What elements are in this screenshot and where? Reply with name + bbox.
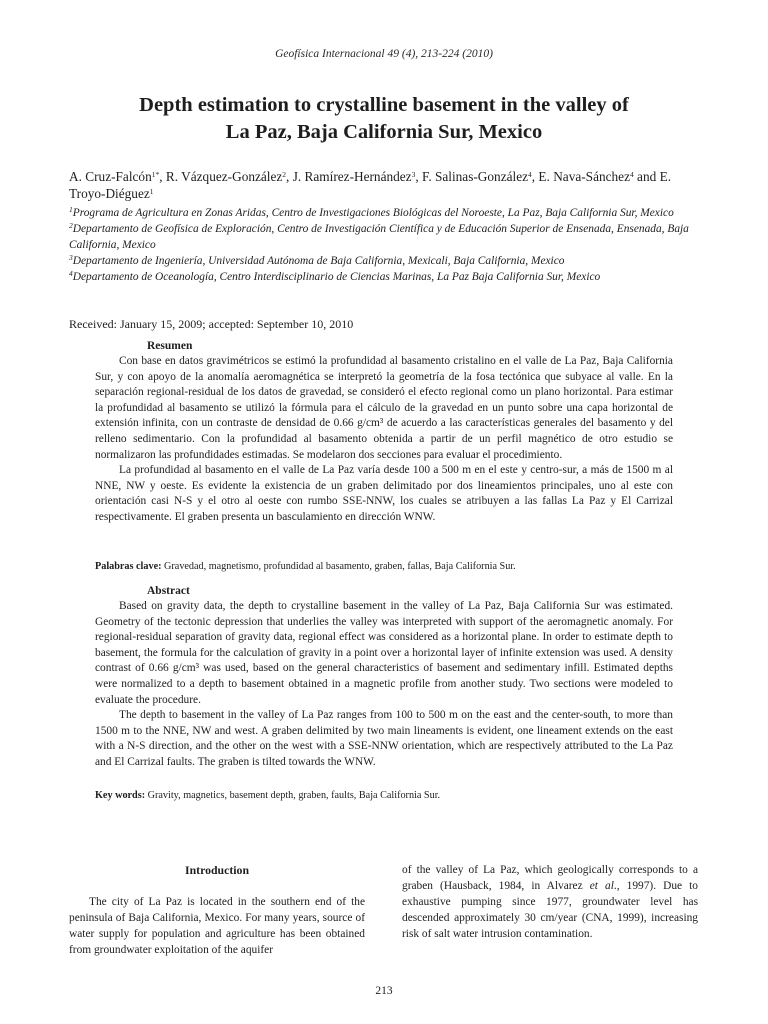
abstract-paragraph-2: The depth to basement in the valley of La Paz ranges from 100 to 500 m on the east and the center-south, to more than 1500 m to the NNE, NW and west. A graben delimited by two main lineaments is evident, one lineament extends on the east with a N-S direction, and the other on the west with a SSE-NNW orientation, which are respectively attributed to the La Paz and El Carrizal faults. The graben is tilted towards the WNW. <box>95 709 673 768</box>
introduction-left-column <box>69 862 365 958</box>
author-sep: and <box>633 169 660 184</box>
abstract-section <box>95 585 673 771</box>
resumen-section <box>95 340 673 526</box>
paper-title <box>60 92 708 146</box>
author: E. Troyo-Diéguez <box>69 169 672 201</box>
author: J. Ramírez-Hernández <box>292 169 412 184</box>
author: R. Vázquez-González <box>165 169 283 184</box>
page-number: 213 <box>375 985 393 997</box>
affiliation-list <box>69 205 709 285</box>
affiliation-text: Programa de Agricultura en Zonas Aridas, Centro de Investigaciones Biológicas del Noroeste, La Paz, Baja California Sur, Mexico <box>72 207 674 219</box>
author-affil-mark: 4 <box>528 170 532 179</box>
abstract-heading: Abstract <box>147 585 190 597</box>
title-line-1: Depth estimation to crystalline basement in the valley of <box>139 94 629 116</box>
author-affil-mark: 4 <box>629 170 634 179</box>
journal-citation: Geofísica Internacional 49 (4), 213-224 (2010) <box>275 48 493 60</box>
author-list <box>69 168 709 202</box>
introduction-heading: Introduction <box>184 863 250 877</box>
affiliation-mark: 3 <box>69 253 73 263</box>
affiliation-mark: 2 <box>69 221 73 231</box>
author-sep: , <box>531 169 539 184</box>
intro-etal: et al <box>589 880 614 893</box>
intro-text-b: ., 1997). Due to exhaustive pumping since 1977, groundwater level has descended approximately 30 cm/year (CNA, 1999), increasing risk of salt water intrusion contamination. <box>402 880 698 941</box>
key-words <box>95 790 673 801</box>
introduction-paragraph-continued <box>402 862 698 942</box>
affiliation-text: Departamento de Geofísica de Exploración, Centro de Investigación Científica y de Educación Superior de Ensenada, Ensenada, Baja California, Mexico <box>69 223 689 252</box>
affiliation-text: Departamento de Oceanología, Centro Interdisciplinario de Ciencias Marinas, La Paz Baja California Sur, Mexico <box>72 271 601 284</box>
intro-text-a: of the valley of La Paz, which geologically corresponds to a graben (Hausback, 1984, in Alvarez <box>402 864 698 893</box>
keywords-es-text: Gravedad, magnetismo, profundidad al basamento, graben, fallas, Baja California Sur. <box>161 561 516 572</box>
introduction-right-column <box>402 862 698 942</box>
affiliation <box>69 221 709 253</box>
keywords-en-text: Gravity, magnetics, basement depth, graben, faults, Baja California Sur. <box>145 790 441 801</box>
abstract-paragraph-1: Based on gravity data, the depth to crystalline basement in the valley of La Paz, Baja California Sur was estimated. Geometry of the tectonic depression that underlies the valley was interpreted with support of the aeromagnetic anomaly. For regional-residual separation of gravity data, regional effect was considered as a horizontal plane. In order to estimate depth to basement, the formula for the calculation of gravity in a point over a horizontal layer of infinite extension was used. A density contrast of 0.66 g/cm³ was used, based on the general characteristics of basement and sedimentary infill. Estimated depths were normalized to a depth to basement obtained in a magnetic profile from another study. Two sections were modeled to evaluate the procedure. <box>95 600 673 706</box>
resumen-paragraph-2: La profundidad al basamento en el valle de La Paz varía desde 100 a 500 m en el este y centro-sur, a más de 1500 m al NNE, NW y oeste. Es evidente la existencia de un graben delimitado por dos lineamientos principales, uno al este con orientación casi N-S y el otro al oeste con rumbo SSE-NNW, los cuales se atribuyen a las fallas La Paz y El Carrizal respectivamente. El graben presenta un basculamiento en dirección WNW. <box>95 464 673 523</box>
received-dates: Received: January 15, 2009; accepted: September 10, 2010 <box>69 317 354 331</box>
title-line-2: La Paz, Baja California Sur, Mexico <box>225 121 543 143</box>
author-affil-mark: 1* <box>151 170 160 179</box>
author: E. Nava-Sánchez <box>538 169 630 184</box>
affiliation-text: Departamento de Ingeniería, Universidad Autónoma de Baja California, Mexicali, Baja California, Mexico <box>72 255 565 268</box>
author-affil-mark: 3 <box>411 170 416 179</box>
author: A. Cruz-Falcón <box>69 169 152 184</box>
affiliation-mark: 4 <box>69 269 73 279</box>
author-affil-mark: 1 <box>149 187 154 196</box>
author-sep: , <box>415 169 422 184</box>
affiliation-mark: 1 <box>69 205 73 214</box>
affiliation <box>69 253 709 269</box>
palabras-clave <box>95 561 673 572</box>
keywords-en-label: Key words: <box>95 790 146 801</box>
introduction-paragraph: The city of La Paz is located in the southern end of the peninsula of Baja California, Mexico. For many years, source of water supply for population and agriculture has been obtained from groundwater exploitation of the aquifer <box>69 896 365 957</box>
author-affil-mark: 2 <box>282 170 287 179</box>
affiliation <box>69 269 709 285</box>
resumen-paragraph-1: Con base en datos gravimétricos se estimó la profundidad al basamento cristalino en el valle de La Paz, Baja California Sur, y con apoyo de la anomalía aeromagnética se interpretó la geometría de la fosa tectónica que subyace al valle. En la separación regional-residual de los datos de gravedad, se consideró el efecto regional como un plano horizontal. Para estimar la profundidad al basamento se utilizó la fórmula para el cálculo de la gravedad en un punto sobre una capa horizontal de extensión infinita, con un contraste de densidad de 0.66 g/cm³ de acuerdo a las características generales del basamento y del relleno sedimentario. Con la profundidad al basamento obtenida a partir de un perfil magnético de otro estudio se normalizaron las profundidades estimadas. Se modelaron dos secciones para evaluar el procedimiento. <box>95 355 673 461</box>
keywords-es-label: Palabras clave: <box>95 561 162 572</box>
author-sep: , <box>159 169 166 184</box>
author: F. Salinas-González <box>421 169 529 184</box>
resumen-heading: Resumen <box>147 340 193 352</box>
affiliation <box>69 205 709 221</box>
author-sep: , <box>286 169 293 184</box>
